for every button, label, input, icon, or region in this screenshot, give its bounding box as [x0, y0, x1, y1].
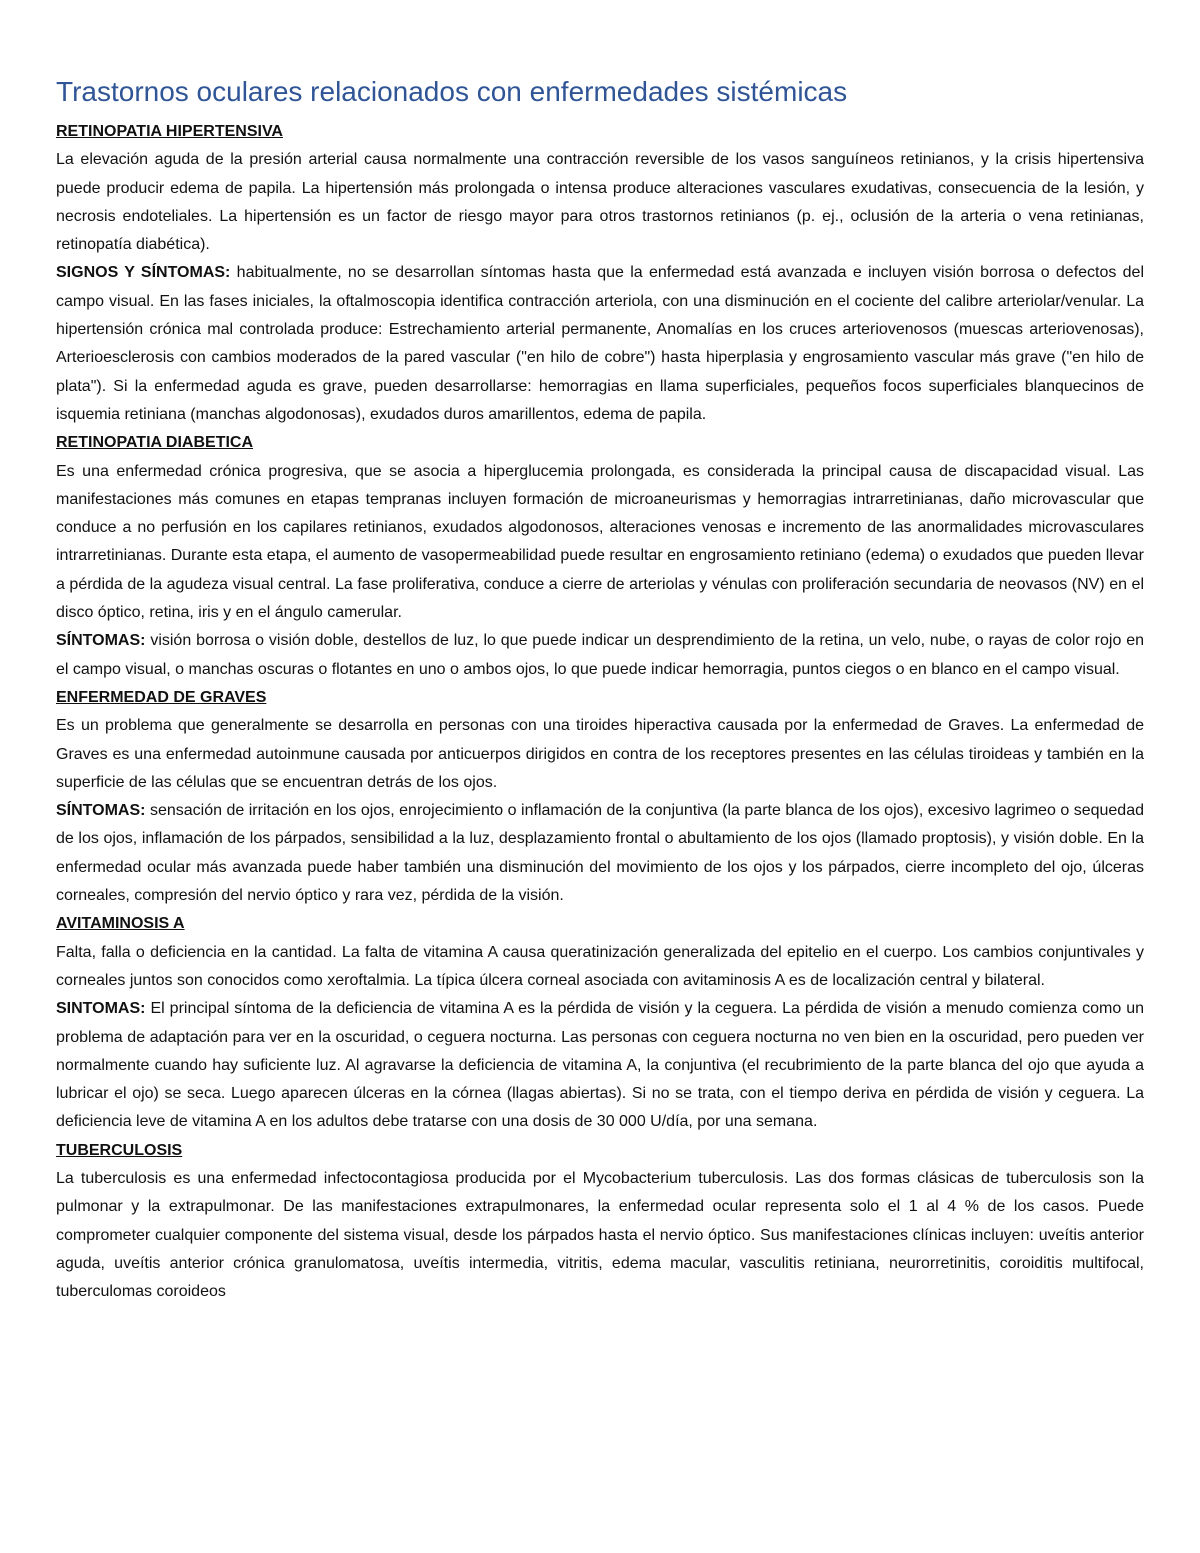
section-retinopatia-diabetica: [56, 429, 1144, 684]
symptoms-text: El principal síntoma de la deficiencia de vitamina A es la pérdida de visión y la ceguera. La pérdida de visión a menudo comienza como un problema de adaptación para ver en la oscuridad, o ceguera nocturna. Las personas con ceguera nocturna no ven bien en la oscuridad, pero pueden ver normalmente cuando hay suficiente luz. Al agravarse la deficiencia de vitamina A, la conjuntiva (el recubrimiento de la parte blanca del ojo que ayuda a lubricar el ojo) se seca. Luego aparecen úlceras en la córnea (llagas abiertas). Si no se trata, con el tiempo deriva en pérdida de visión y ceguera. La deficiencia leve de vitamina A en los adultos debe tratarse con una dosis de 30 000 U/día, por una semana.: [56, 1000, 1144, 1131]
section-symptoms: [56, 797, 1144, 910]
section-retinopatia-hipertensiva: [56, 118, 1144, 429]
section-symptoms: [56, 627, 1144, 684]
section-intro: Es una enfermedad crónica progresiva, que se asocia a hiperglucemia prolongada, es considerada la principal causa de discapacidad visual. Las manifestaciones más comunes en etapas tempranas incluyen formación de microaneurismas y hemorragias intrarretinianas, daño microvascular que conduce a no perfusión en los capilares retinianos, exudados algodonosos, alteraciones venosas e incremento de las anormalidades microvasculares intrarretinianas. Durante esta etapa, el aumento de vasopermeabilidad puede resultar en engrosamiento retiniano (edema) o exudados que pueden llevar a pérdida de la agudeza visual central. La fase proliferativa, conduce a cierre de arteriolas y vénulas con proliferación secundaria de neovasos (NV) en el disco óptico, retina, iris y en el ángulo camerular.: [56, 462, 1144, 622]
symptoms-text: habitualmente, no se desarrollan síntomas hasta que la enfermedad está avanzada e incluyen visión borrosa o defectos del campo visual. En las fases iniciales, la oftalmoscopia identifica contracción arteriola, con una disminución en el cociente del calibre arteriolar/venular. La hipertensión crónica mal controlada produce: Estrechamiento arterial permanente, Anomalías en los cruces arteriovenosos (muescas arteriovenosas), Arterioesclerosis con cambios moderados de la pared vascular ("en hilo de cobre") hasta hiperplasia y engrosamiento vascular más grave ("en hilo de plata"). Si la enfermedad aguda es grave, pueden desarrollarse: hemorragias en llama superficiales, pequeños focos superficiales blanquecinos de isquemia retiniana (manchas algodonosas), exudados duros amarillentos, edema de papila.: [56, 264, 1145, 423]
section-intro: La tuberculosis es una enfermedad infectocontagiosa producida por el Mycobacterium tuberculosis. Las dos formas clásicas de tuberculosis son la pulmonar y la extrapulmonar. De las manifestaciones extrapulmonares, la enfermedad ocular representa solo el 1 al 4 % de los casos. Puede comprometer cualquier componente del sistema visual, desde los párpados hasta el nervio óptico. Sus manifestaciones clínicas incluyen: uveítis anterior aguda, uveítis anterior crónica granulomatosa, uveítis intermedia, vitritis, edema macular, vasculitis retiniana, neurorretinitis, coroiditis multifocal, tuberculomas coroideos: [56, 1169, 1144, 1301]
section-heading: RETINOPATIA DIABETICA: [56, 434, 254, 452]
symptoms-label: SÍNTOMAS:: [56, 802, 146, 820]
section-heading: TUBERCULOSIS: [56, 1141, 183, 1159]
section-tuberculosis: [56, 1137, 1144, 1307]
symptoms-label: SINTOMAS:: [56, 1000, 146, 1018]
section-heading: AVITAMINOSIS A: [56, 915, 185, 933]
section-symptoms: [56, 995, 1144, 1136]
section-heading: ENFERMEDAD DE GRAVES: [56, 688, 267, 706]
section-intro: Falta, falla o deficiencia en la cantidad. La falta de vitamina A causa queratinización generalizada del epitelio en el cuerpo. Los cambios conjuntivales y corneales juntos son conocidos como xeroftalmia. La típica úlcera corneal asociada con avitaminosis A es de localización central y bilateral.: [56, 943, 1144, 989]
section-enfermedad-de-graves: [56, 684, 1144, 910]
section-intro: La elevación aguda de la presión arterial causa normalmente una contracción reversible de los vasos sanguíneos retinianos, y la crisis hipertensiva puede producir edema de papila. La hipertensión más prolongada o intensa produce alteraciones vasculares exudativas, consecuencia de la lesión, y necrosis endoteliales. La hipertensión es un factor de riesgo mayor para otros trastornos retinianos (p. ej., oclusión de la arteria o vena retinianas, retinopatía diabética).: [56, 151, 1144, 254]
section-avitaminosis-a: [56, 910, 1144, 1136]
symptoms-label: SÍNTOMAS:: [56, 632, 146, 650]
section-symptoms: [56, 259, 1144, 429]
symptoms-label: SIGNOS Y SÍNTOMAS:: [56, 264, 231, 282]
symptoms-text: visión borrosa o visión doble, destellos de luz, lo que puede indicar un desprendimiento de la retina, un velo, nube, o rayas de color rojo en el campo visual, o manchas oscuras o flotantes en uno o ambos ojos, lo que puede indicar hemorragia, puntos ciegos o en blanco en el campo visual.: [56, 632, 1144, 678]
section-intro: Es un problema que generalmente se desarrolla en personas con una tiroides hiperactiva causada por la enfermedad de Graves. La enfermedad de Graves es una enfermedad autoinmune causada por anticuerpos dirigidos en contra de los receptores presentes en las células tiroideas y también en la superficie de las células que se encuentran detrás de los ojos.: [56, 717, 1144, 791]
document-page: [56, 72, 1144, 1306]
section-heading: RETINOPATIA HIPERTENSIVA: [56, 123, 283, 140]
document-title: Trastornos oculares relacionados con enfermedades sistémicas: [56, 76, 848, 107]
symptoms-text: sensación de irritación en los ojos, enrojecimiento o inflamación de la conjuntiva (la parte blanca de los ojos), excesivo lagrimeo o sequedad de los ojos, inflamación de los párpados, sensibilidad a la luz, desplazamiento frontal o abultamiento de los ojos (llamado proptosis), y visión doble. En la enfermedad ocular más avanzada puede haber también una disminución del movimiento de los ojos y los párpados, cierre incompleto del ojo, úlceras corneales, compresión del nervio óptico y rara vez, pérdida de la visión.: [56, 802, 1144, 905]
